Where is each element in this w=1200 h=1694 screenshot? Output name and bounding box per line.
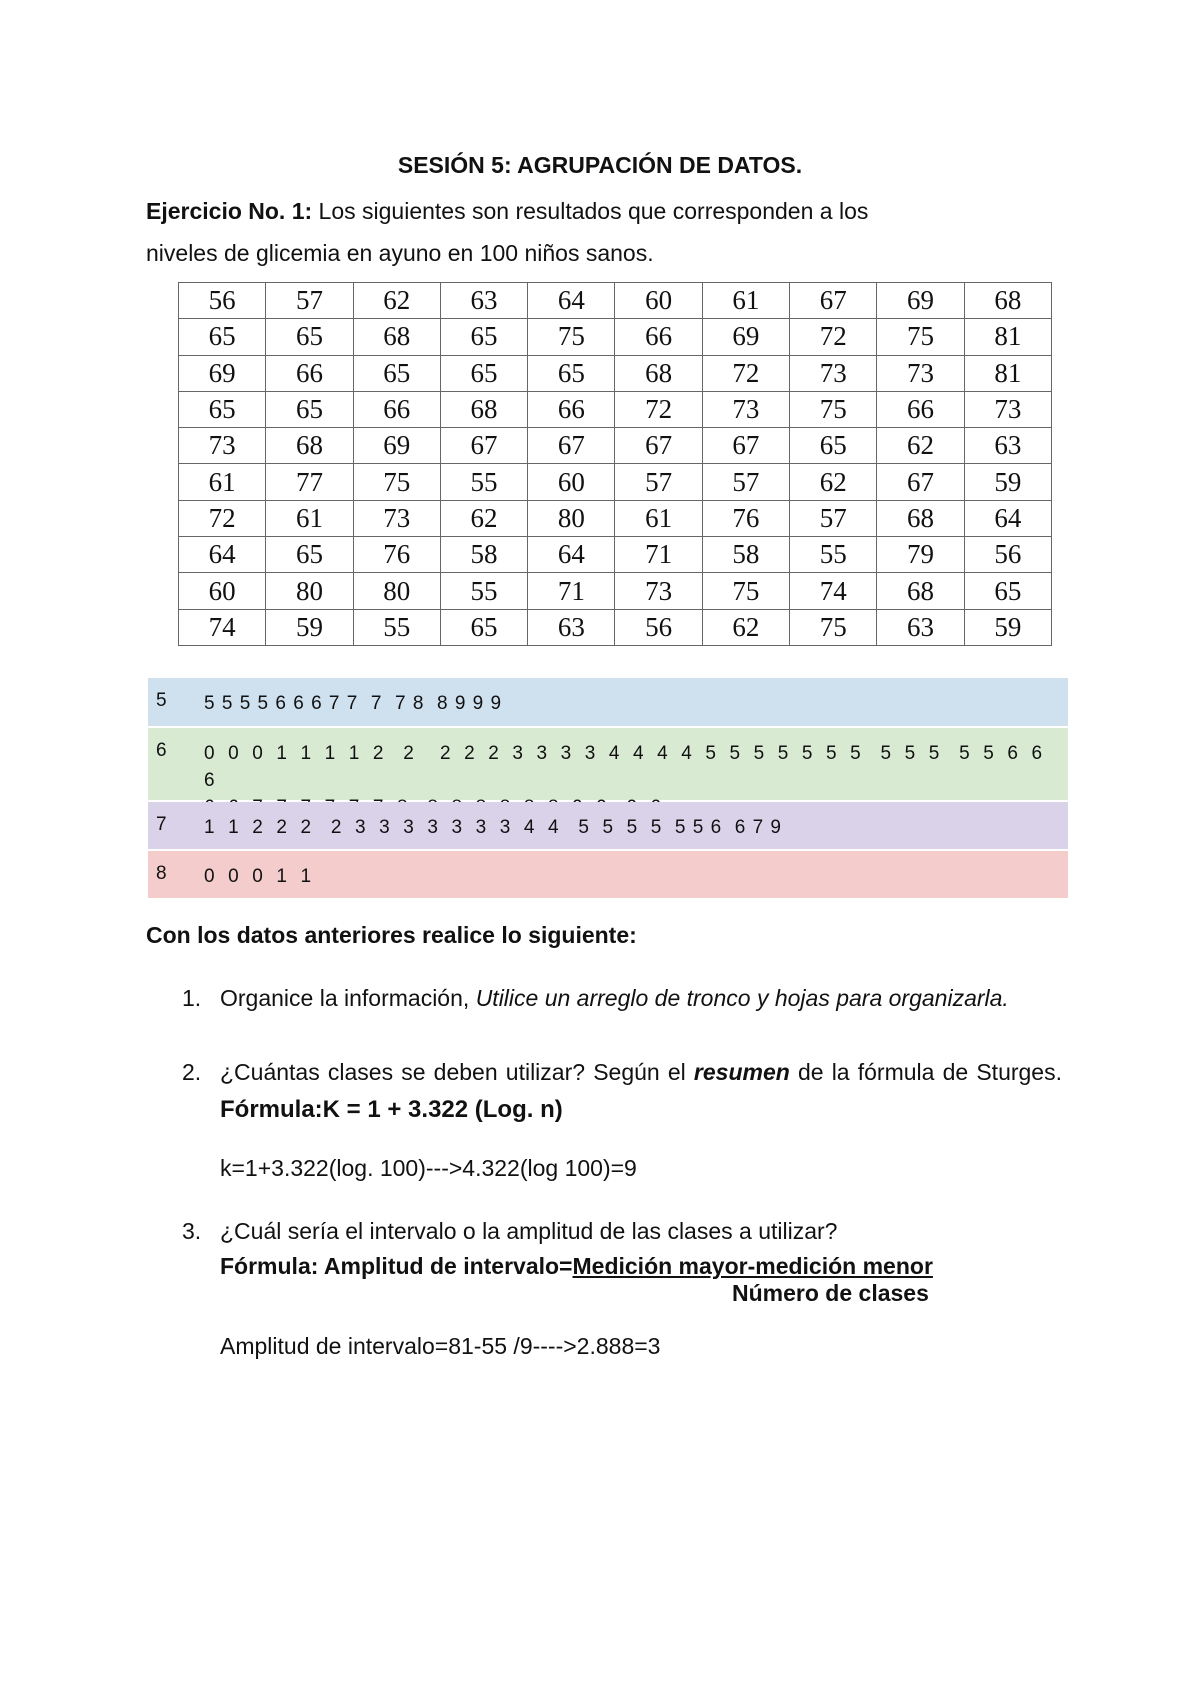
exercise-label: Ejercicio No. 1: [146,198,313,224]
stem-label: 5 [156,690,168,711]
stem-row-5 [148,678,1068,726]
table-cell: 73 [964,391,1051,427]
question-number: 3. [182,1218,202,1244]
table-cell: 72 [702,355,789,391]
table-row [179,428,1052,464]
table-row [179,500,1052,536]
table-row [179,283,1052,319]
table-cell: 63 [877,609,964,645]
table-cell: 67 [790,283,877,319]
table-cell: 68 [440,391,527,427]
table-cell: 75 [877,319,964,355]
stem-label: 6 [156,740,168,761]
table-cell: 58 [702,537,789,573]
leaf-values: 0 0 0 1 1 1 1 2 2 2 2 2 3 3 3 3 4 4 4 4 5 5 5 5 5 5 5 5 5 5 5 5 6 6 6 [204,743,1044,791]
table-cell: 76 [353,537,440,573]
table-row [179,319,1052,355]
table-cell: 62 [353,283,440,319]
amplitude-formula [220,1253,933,1280]
leaf-values: 1 1 2 2 2 2 3 3 3 3 3 3 3 4 4 5 5 5 5 5 5 6 6 7 9 [204,817,782,838]
table-cell: 65 [353,355,440,391]
table-cell: 65 [440,609,527,645]
table-cell: 65 [790,428,877,464]
questions-header: Con los datos anteriores realice lo siguiente: [146,922,637,948]
table-cell: 67 [702,428,789,464]
table-cell: 65 [440,319,527,355]
table-cell: 65 [266,319,353,355]
table-cell: 57 [615,464,702,500]
formula-label: Fórmula: Amplitud de intervalo= [220,1253,573,1279]
table-cell: 57 [790,500,877,536]
table-cell: 81 [964,319,1051,355]
table-cell: 66 [528,391,615,427]
table-cell: 74 [179,609,266,645]
question-text: ¿Cuántas clases se deben utilizar? Según el resumen de la fórmula de Sturges. Fórmula:K = 1 + 3.322 (Log. n) [220,1059,1062,1123]
table-cell: 75 [702,573,789,609]
table-cell: 61 [179,464,266,500]
table-cell: 73 [179,428,266,464]
table-row [179,573,1052,609]
table-cell: 75 [790,609,877,645]
table-cell: 60 [615,283,702,319]
table-cell: 56 [615,609,702,645]
table-cell: 66 [877,391,964,427]
intro-line-2: niveles de glicemia en ayuno en 100 niños sanos. [146,240,654,266]
table-cell: 66 [615,319,702,355]
table-cell: 59 [964,464,1051,500]
table-cell: 72 [179,500,266,536]
table-cell: 64 [528,283,615,319]
table-cell: 66 [353,391,440,427]
table-cell: 69 [353,428,440,464]
table-cell: 64 [964,500,1051,536]
table-cell: 59 [964,609,1051,645]
table-cell: 62 [440,500,527,536]
table-cell: 73 [353,500,440,536]
intro-line-1: Los siguientes son resultados que corresponden a los [312,198,869,224]
table-cell: 55 [440,573,527,609]
table-cell: 69 [702,319,789,355]
formula-denominator: Número de clases [732,1280,929,1306]
table-cell: 72 [615,391,702,427]
table-cell: 55 [353,609,440,645]
table-cell: 60 [179,573,266,609]
table-cell: 63 [528,609,615,645]
table-cell: 55 [790,537,877,573]
table-cell: 60 [528,464,615,500]
table-cell: 55 [440,464,527,500]
table-cell: 64 [528,537,615,573]
table-cell: 80 [528,500,615,536]
question-text: Organice la información, Utilice un arreglo de tronco y hojas para organizarla. [220,985,1009,1011]
table-cell: 56 [964,537,1051,573]
intro-paragraph [146,190,1026,274]
question-text: ¿Cuál sería el intervalo o la amplitud de las clases a utilizar? [220,1218,838,1244]
table-cell: 64 [179,537,266,573]
stem-label: 8 [156,863,168,884]
stem-label: 7 [156,814,168,835]
glucose-data-table [178,282,1052,646]
leaf-values: 5 5 5 5 6 6 6 7 7 7 7 8 8 9 9 9 [204,693,503,714]
table-cell: 65 [440,355,527,391]
table-row [179,391,1052,427]
question-number: 1. [182,985,202,1011]
table-cell: 67 [528,428,615,464]
table-row [179,609,1052,645]
table-cell: 61 [615,500,702,536]
table-cell: 68 [266,428,353,464]
table-cell: 75 [528,319,615,355]
table-cell: 67 [877,464,964,500]
table-cell: 65 [179,319,266,355]
table-cell: 62 [702,609,789,645]
table-row [179,537,1052,573]
table-cell: 58 [440,537,527,573]
table-cell: 73 [702,391,789,427]
stem-row-8 [148,851,1068,898]
table-cell: 57 [266,283,353,319]
table-cell: 80 [353,573,440,609]
table-cell: 63 [440,283,527,319]
page-title: SESIÓN 5: AGRUPACIÓN DE DATOS. [397,152,803,178]
table-cell: 67 [440,428,527,464]
table-cell: 57 [702,464,789,500]
table-cell: 79 [877,537,964,573]
table-cell: 61 [702,283,789,319]
table-cell: 63 [964,428,1051,464]
stem-row-7 [148,802,1068,849]
table-cell: 68 [615,355,702,391]
sturges-formula: Fórmula:K = 1 + 3.322 (Log. n) [220,1096,563,1123]
table-cell: 81 [964,355,1051,391]
table-cell: 68 [353,319,440,355]
table-cell: 73 [615,573,702,609]
table-cell: 71 [528,573,615,609]
amplitude-answer: Amplitud de intervalo=81-55 /9---->2.888=3 [220,1333,661,1359]
table-cell: 65 [179,391,266,427]
table-cell: 73 [790,355,877,391]
table-cell: 75 [353,464,440,500]
table-cell: 71 [615,537,702,573]
table-cell: 62 [877,428,964,464]
table-cell: 80 [266,573,353,609]
table-cell: 77 [266,464,353,500]
table-cell: 68 [877,500,964,536]
table-cell: 76 [702,500,789,536]
table-cell: 75 [790,391,877,427]
sturges-answer: k=1+3.322(log. 100)--->4.322(log 100)=9 [220,1155,637,1181]
formula-numerator: Medición mayor-medición menor [572,1253,933,1279]
table-cell: 59 [266,609,353,645]
stem-row-6 [148,728,1068,800]
table-cell: 74 [790,573,877,609]
table-cell: 72 [790,319,877,355]
table-cell: 62 [790,464,877,500]
table-cell: 56 [179,283,266,319]
table-row [179,355,1052,391]
table-cell: 65 [528,355,615,391]
table-cell: 65 [266,537,353,573]
leaf-values: 0 0 0 1 1 [204,866,313,887]
question-number: 2. [182,1059,202,1085]
table-cell: 69 [877,283,964,319]
table-cell: 73 [877,355,964,391]
table-row [179,464,1052,500]
table-cell: 66 [266,355,353,391]
table-cell: 69 [179,355,266,391]
table-cell: 68 [877,573,964,609]
table-cell: 61 [266,500,353,536]
table-cell: 65 [964,573,1051,609]
table-cell: 65 [266,391,353,427]
table-cell: 67 [615,428,702,464]
table-cell: 68 [964,283,1051,319]
